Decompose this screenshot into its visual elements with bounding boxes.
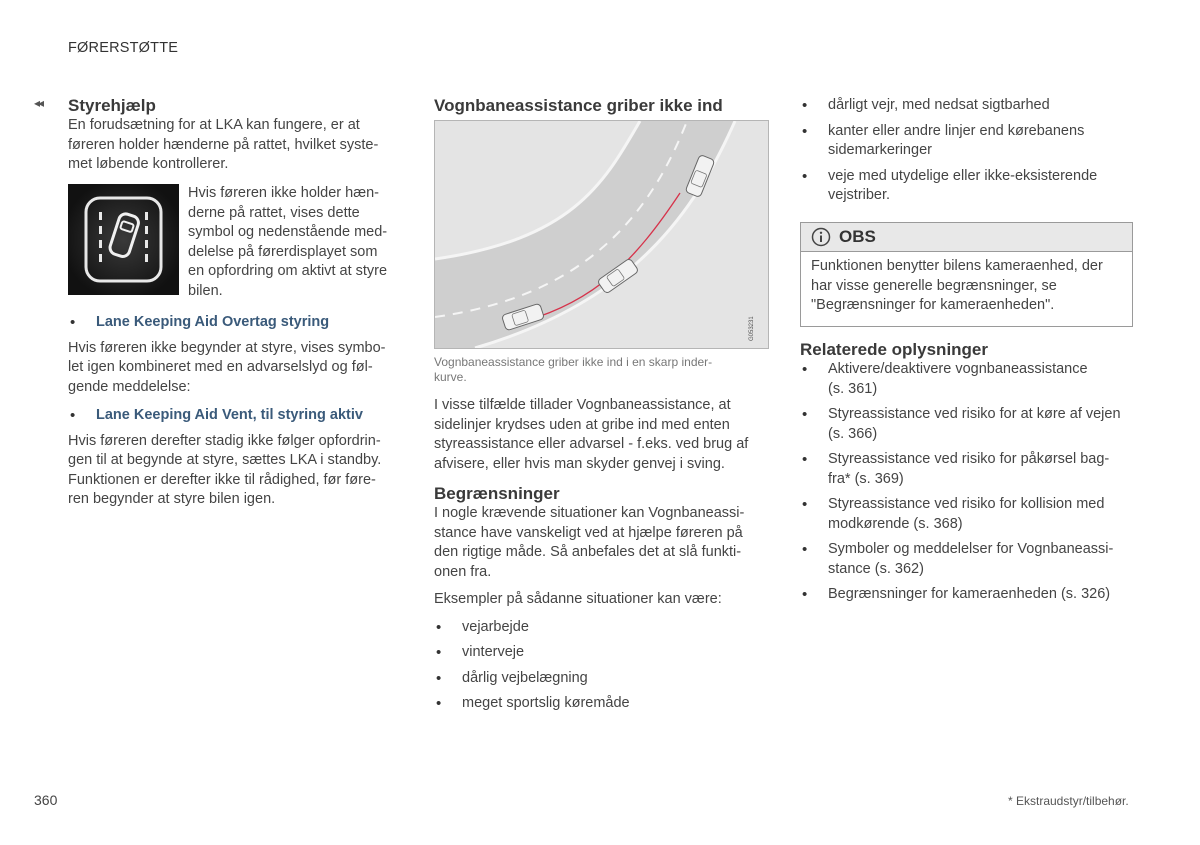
column-2-body: [434, 396, 774, 720]
road-curve-illustration: [435, 121, 768, 348]
related-section: [800, 340, 1140, 611]
column-3: [800, 96, 1135, 212]
paragraph: Hvis føreren ikke begynder at styre, vises symbo- let igen kombineret med en advarselslyd og føl- gende meddelelse:: [68, 339, 386, 395]
list-item: • veje med utydelige eller ikke-eksisterende vejstriber.: [800, 167, 1135, 206]
related-link[interactable]: • Styreassistance ved risiko for at køre af vejen (s. 366): [800, 405, 1140, 444]
examples-list: [434, 618, 774, 714]
intro-text: En forudsætning for at LKA kan fungere, er at føreren holder hænderne på rattet, hvilket syste- met løbende kontrollerer.: [68, 117, 379, 172]
subsection-title: Begrænsninger: [434, 484, 560, 503]
column-2: [434, 96, 774, 116]
message-list-2: [68, 406, 403, 426]
section-header: FØRERSTØTTE: [68, 40, 179, 56]
section-title: Vognbaneassistance griber ikke ind: [434, 96, 723, 115]
list-item: • dårligt vejr, med nedsat sigtbarhed: [800, 96, 1135, 116]
column-1-lower: [68, 313, 403, 510]
list-item: • dårlig vejbelægning: [434, 669, 774, 689]
image-caption: Vognbaneassistance griber ikke ind i en skarp inder- kurve.: [434, 355, 713, 384]
footnote: * Ekstraudstyr/tilbehør.: [1008, 794, 1129, 808]
related-link[interactable]: • Begrænsninger for kameraenheden (s. 326): [800, 585, 1140, 605]
related-link[interactable]: • Styreassistance ved risiko for kollision med modkørende (s. 368): [800, 495, 1140, 534]
steering-symbol-image: [68, 184, 179, 295]
related-link[interactable]: • Styreassistance ved risiko for påkørsel bag- fra* (s. 369): [800, 450, 1140, 489]
back-arrows-icon[interactable]: ◂◂: [34, 96, 43, 110]
note-title: OBS: [839, 227, 876, 246]
list-item: • vejarbejde: [434, 618, 774, 638]
list-item: • vinterveje: [434, 643, 774, 663]
page-number: 360: [34, 792, 58, 808]
examples-intro: Eksempler på sådanne situationer kan være:: [434, 591, 722, 607]
list-item: • kanter eller andre linjer end kørebanens sidemarkeringer: [800, 122, 1135, 161]
symbol-description: Hvis føreren ikke holder hæn- derne på rattet, vises dette symbol og nedenstående med- delelse på førerdisplayet som en opfordring om aktivt at styre bilen.: [188, 185, 388, 299]
list-item: • meget sportslig køremåde: [434, 694, 774, 714]
limitations-list: [800, 96, 1135, 206]
related-link[interactable]: • Symboler og meddelelser for Vognbaneassi- stance (s. 362): [800, 540, 1140, 579]
note-box: [800, 222, 1133, 327]
paragraph: Hvis føreren derefter stadig ikke følger opfordrin- gen til at begynde at styre, sættes LKA i standby. Funktionen er derefter ikke til rådighed, før føre- ren begynder at styre bilen igen.: [68, 432, 382, 507]
note-body: Funktionen benytter bilens kameraenhed, der har visse generelle begrænsninger, se "Begrænsninger for kameraenheden".: [811, 258, 1103, 313]
message-list-1: [68, 313, 403, 333]
note-header: [801, 223, 1132, 252]
paragraph: I nogle krævende situationer kan Vognbaneassi- stance have vanskeligt ved at hjælpe føreren på den rigtige måde. Så anbefales det at slå funkti- onen fra.: [434, 505, 745, 580]
image-code: G053231: [749, 316, 755, 341]
info-icon: [811, 227, 831, 247]
lane-illustration: [434, 120, 769, 349]
column-1: [68, 96, 398, 175]
related-link[interactable]: • Aktivere/deaktivere vognbaneassistance (s. 361): [800, 360, 1140, 399]
list-item: • Lane Keeping Aid Vent, til styring aktiv: [68, 406, 403, 426]
list-item: • Lane Keeping Aid Overtag styring: [68, 313, 403, 333]
hands-on-wheel-icon: [68, 184, 179, 295]
related-title: Relaterede oplysninger: [800, 340, 989, 359]
section-title: Styrehjælp: [68, 96, 156, 115]
related-list: [800, 360, 1140, 605]
paragraph: I visse tilfælde tillader Vognbaneassistance, at sidelinjer krydses uden at gribe ind med enten styreassistance eller advarsel - f.eks. ved brug af afvisere, eller hvis man skyder genvej i sving.: [434, 397, 749, 472]
